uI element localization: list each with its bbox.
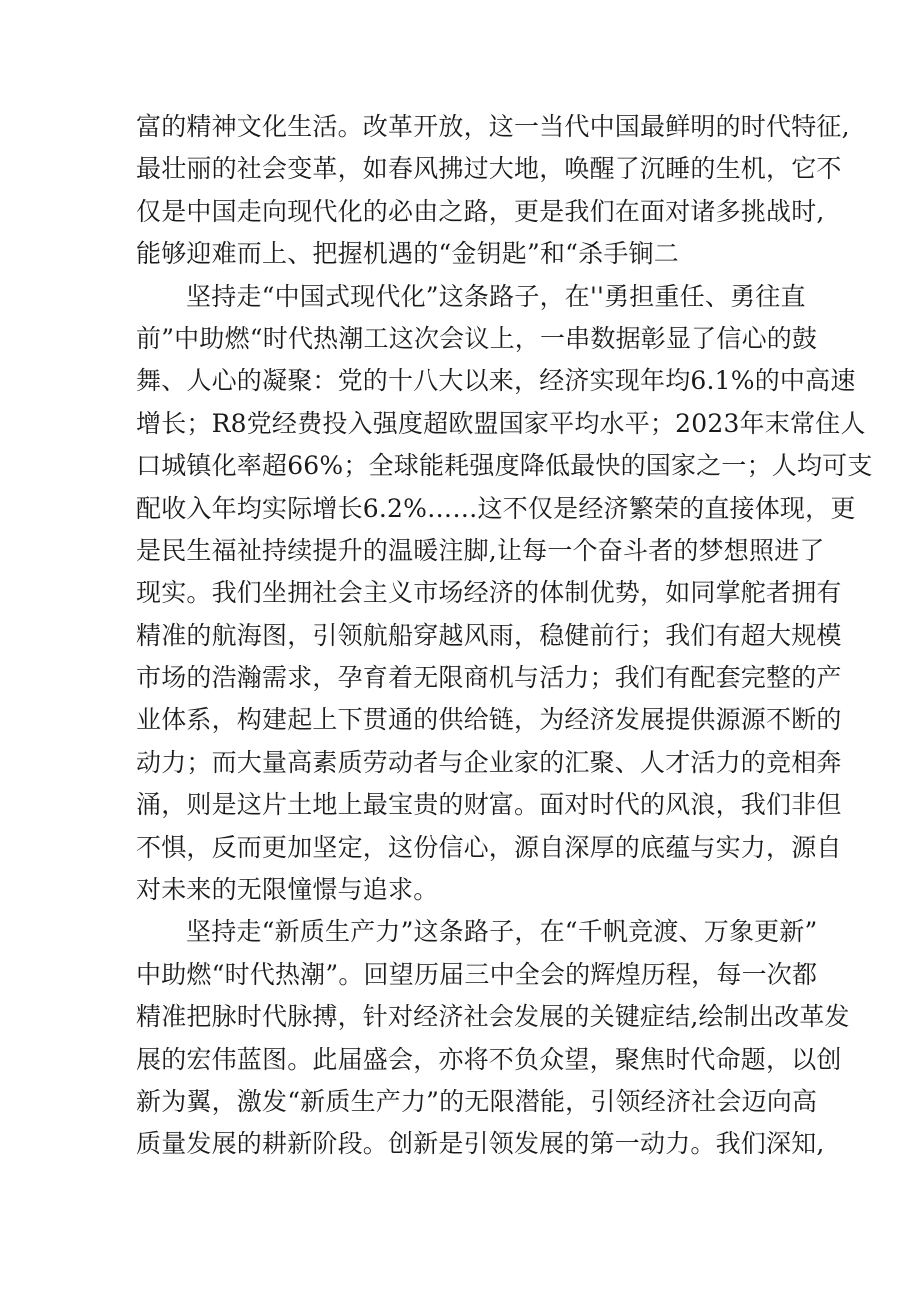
text-line: 现实。我们坐拥社会主义市场经济的体制优势，如同掌舵者拥有 — [136, 578, 842, 608]
text-line: 是民生福祉持续提升的温暖注脚,让每一个奋斗者的梦想照进了 — [136, 535, 825, 565]
paragraph-start-line: 坚持走“新质生产力”这条路子，在“千帆竞渡、万象更新” — [186, 917, 818, 947]
text-line: 舞、人心的凝聚：党的十八大以来，经济实现年均6.1%的中高速 — [136, 366, 856, 396]
body-text — [136, 106, 873, 1166]
paragraph-start-line: 坚持走“中国式现代化”这条路子，在''勇担重任、勇往直 — [186, 281, 806, 311]
text-line: 能够迎难而上、把握机遇的“金钥匙”和“杀手锏二 — [136, 239, 679, 269]
text-line: 富的精神文化生活。改革开放，这一当代中国最鲜明的时代特征, — [136, 112, 850, 141]
text-line: 精准把脉时代脉搏，针对经济社会发展的关键症结,绘制出改革发 — [136, 1002, 850, 1032]
text-line: 精准的航海图，引领航船穿越风雨，稳健前行；我们有超大规模 — [136, 620, 842, 650]
text-line: 展的宏伟蓝图。此届盛会，亦将不负众望，聚焦时代命题，以创 — [136, 1044, 842, 1074]
text-line: 配收入年均实际增长6.2%……这不仅是经济繁荣的直接体现，更 — [136, 493, 856, 523]
text-line: 最壮丽的社会变革，如春风拂过大地，唤醒了沉睡的生机，它不 — [136, 154, 842, 184]
text-line: 质量发展的耕新阶段。创新是引领发展的第一动力。我们深知, — [136, 1129, 825, 1159]
text-line: 口城镇化率超66%；全球能耗强度降低最快的国家之一；人均可支 — [136, 451, 873, 481]
text-line: 市场的浩瀚需求，孕育着无限商机与活力；我们有配套完整的产 — [136, 663, 842, 693]
text-line: 新为翼，激发“新质生产力”的无限潜能，引领经济社会迈向高 — [136, 1086, 818, 1116]
text-line: 前”中助燃“时代热潮工这次会议上，一串数据彰显了信心的鼓 — [136, 323, 818, 353]
text-line: 业体系，构建起上下贯通的供给链，为经济发展提供源源不断的 — [136, 705, 842, 735]
text-line: 增长；R8党经费投入强度超欧盟国家平均水平；2023年末常住人 — [136, 408, 866, 438]
text-line: 中助燃“时代热潮”。回望历届三中全会的辉煌历程，每一次都 — [136, 959, 818, 989]
text-line: 动力；而大量高素质劳动者与企业家的汇聚、人才活力的竞相奔 — [136, 747, 842, 777]
text-line: 对未来的无限憧憬与追求。 — [136, 875, 439, 905]
text-line: 仅是中国走向现代化的必由之路，更是我们在面对诸多挑战时, — [136, 196, 825, 226]
text-line: 涌，则是这片土地上最宝贵的财富。面对时代的风浪，我们非但 — [136, 790, 842, 820]
text-line: 不惧，反而更加坚定，这份信心，源自深厚的底蕴与实力，源自 — [136, 832, 842, 862]
